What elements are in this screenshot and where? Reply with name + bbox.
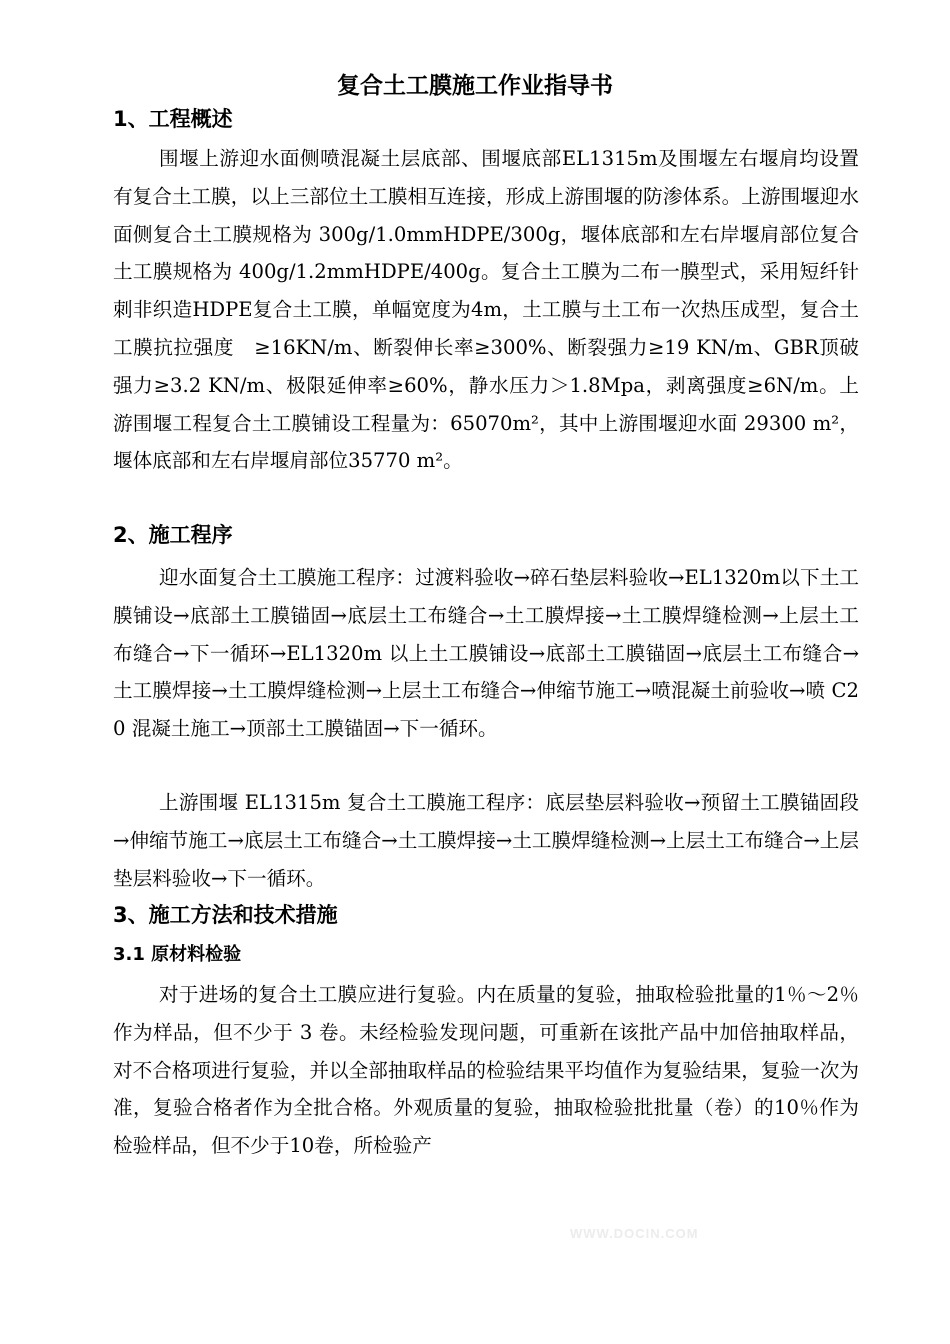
watermark: WWW.DOCIN.COM bbox=[570, 1226, 699, 1241]
section-heading-methods: 3、施工方法和技术措施 bbox=[113, 903, 338, 927]
overview-paragraph: 围堰上游迎水面侧喷混凝土层底部、围堰底部EL1315m及围堰左右堰肩均设置有复合土工膜，以上三部位土工膜相互连接，形成上游围堰的防渗体系。上游围堰迎水面侧复合土工膜规格为 300g/1.0mmHDPE/300g，堰体底部和左右岸堰肩部位复合土工膜规格为 400g/1.2mmHDPE/400g。复合土工膜为二布一膜型式，采用短纤针刺非织造HDPE复合土工膜，单幅宽度为4m，土工膜与土工布一次热压成型，复合土工膜抗拉强度 ≥16KN/m、断裂伸长率≥300%、断裂强力≥19 KN/m、GBR顶破强力≥3.2 KN/m、极限延伸率≥60%，静水压力＞1.8Mpa，剥离强度≥6N/m。上游围堰工程复合土工膜铺设工程量为：65070m²，其中上游围堰迎水面 29300 m²，堰体底部和左右岸堰肩部位35770 m²。 bbox=[113, 147, 859, 473]
procedure-paragraph-1: 迎水面复合土工膜施工程序：过渡料验收→碎石垫层料验收→EL1320m以下土工膜铺设→底部土工膜锚固→底层土工布缝合→土工膜焊接→土工膜焊缝检测→上层土工布缝合→下一循环→EL1320m 以上土工膜铺设→底部土工膜锚固→底层土工布缝合→土工膜焊接→土工膜焊缝检测→上层土工布缝合→伸缩节施工→喷混凝土前验收→喷 C20 混凝土施工→顶部土工膜锚固→下一循环。 bbox=[113, 566, 859, 741]
procedure-paragraph-2: 上游围堰 EL1315m 复合土工膜施工程序：底层垫层料验收→预留土工膜锚固段→伸缩节施工→底层土工布缝合→土工膜焊接→土工膜焊缝检测→上层土工布缝合→上层垫层料验收→下一循环。 bbox=[113, 791, 859, 890]
document-title: 复合土工膜施工作业指导书 bbox=[337, 73, 613, 99]
section-heading-overview: 1、工程概述 bbox=[113, 107, 233, 131]
material-inspection-paragraph: 对于进场的复合土工膜应进行复验。内在质量的复验，抽取检验批量的1％～2％作为样品，但不少于 3 卷。未经检验发现问题，可重新在该批产品中加倍抽取样品，对不合格项进行复验，并以全部抽取样品的检验结果平均值作为复验结果，复验一次为准，复验合格者作为全批合格。外观质量的复验，抽取检验批批量（卷）的10％作为检验样品，但不少于10卷，所检验产 bbox=[113, 983, 859, 1158]
subsection-heading-material-inspection: 3.1 原材料检验 bbox=[113, 944, 242, 965]
section-heading-procedure: 2、施工程序 bbox=[113, 523, 233, 547]
